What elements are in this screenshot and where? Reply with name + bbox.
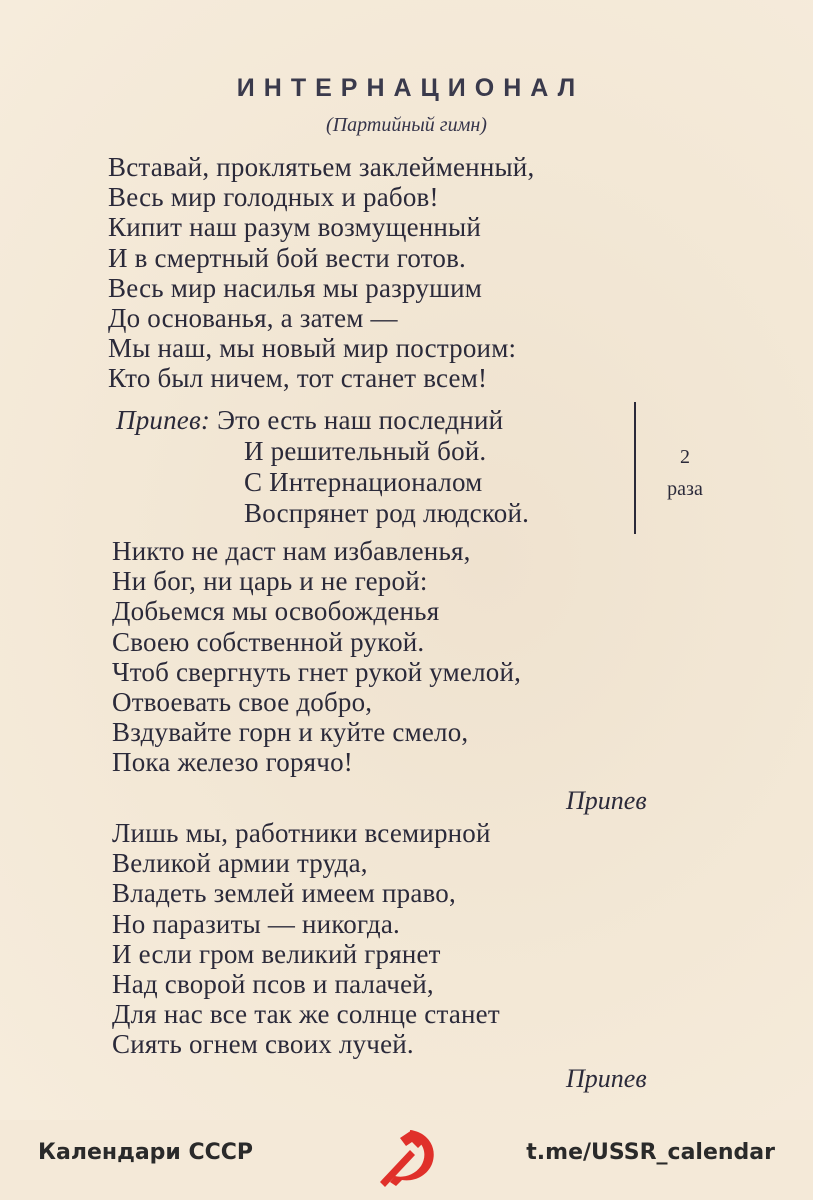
- verse-line: Для нас все так же солнце станет: [112, 999, 500, 1030]
- verse-line: Великой армии труда,: [112, 848, 368, 879]
- chorus-block: [116, 405, 529, 529]
- verse-line: Владеть землей имеем право,: [112, 878, 456, 909]
- channel-link[interactable]: t.me/USSR_calendar: [526, 1140, 775, 1165]
- verse-line: Кто был ничем, тот станет всем!: [108, 363, 488, 394]
- verse-line: Своею собственной рукой.: [112, 626, 425, 657]
- verse-line: Добьемся мы освобожденья: [112, 596, 440, 627]
- verse-line: Мы наш, мы новый мир построим:: [108, 333, 517, 364]
- verse-line: Над сворой псов и палачей,: [112, 969, 434, 1000]
- stanza-1: [108, 152, 534, 394]
- channel-name: Календари СССР: [38, 1140, 254, 1165]
- verse-line: И в смертный бой вести готов.: [108, 242, 466, 273]
- chorus-line: Воспрянет род людской.: [244, 498, 530, 528]
- repeat-word: раза: [667, 478, 703, 500]
- song-subtitle: (Партийный гимн): [326, 114, 487, 136]
- verse-line: Но паразиты — никогда.: [112, 908, 400, 939]
- verse-line: Чтоб свергнуть гнет рукой умелой,: [112, 656, 522, 687]
- verse-line: Весь мир насилья мы разрушим: [108, 272, 483, 303]
- verse-line: И если гром великий грянет: [112, 938, 441, 969]
- chorus-line: Это есть наш последний: [217, 405, 504, 435]
- verse-line: Весь мир голодных и рабов!: [108, 182, 439, 213]
- verse-line: Пока железо горячо!: [112, 747, 353, 778]
- song-title: ИНТЕРНАЦИОНАЛ: [236, 74, 585, 102]
- verse-line: Сиять огнем своих лучей.: [112, 1029, 414, 1060]
- verse-line: Вздувайте горн и куйте смело,: [112, 717, 469, 748]
- chorus-label: Припев:: [116, 405, 211, 435]
- refrain-marker: Припев: [566, 1064, 647, 1093]
- chorus-line: С Интернационалом: [244, 467, 483, 497]
- stanza-3: [112, 818, 500, 1060]
- verse-line: Никто не даст нам избавленья,: [112, 536, 471, 566]
- chorus-line: И решительный бой.: [244, 436, 487, 466]
- repeat-count: 2: [680, 446, 690, 468]
- verse-line: До основанья, а затем —: [108, 303, 398, 334]
- verse-line: Кипит наш разум возмущенный: [108, 212, 482, 243]
- hammer-and-sickle-icon: [366, 1124, 446, 1190]
- verse-line: Отвоевать свое добро,: [112, 687, 373, 718]
- refrain-marker: Припев: [566, 786, 647, 815]
- chorus-brace: [622, 402, 636, 534]
- verse-line: Лишь мы, работники всемирной: [112, 818, 491, 848]
- verse-line: Ни бог, ни царь и не герой:: [112, 566, 428, 597]
- verse-line: Вставай, проклятьем заклейменный,: [108, 152, 535, 182]
- stanza-2: [112, 536, 521, 778]
